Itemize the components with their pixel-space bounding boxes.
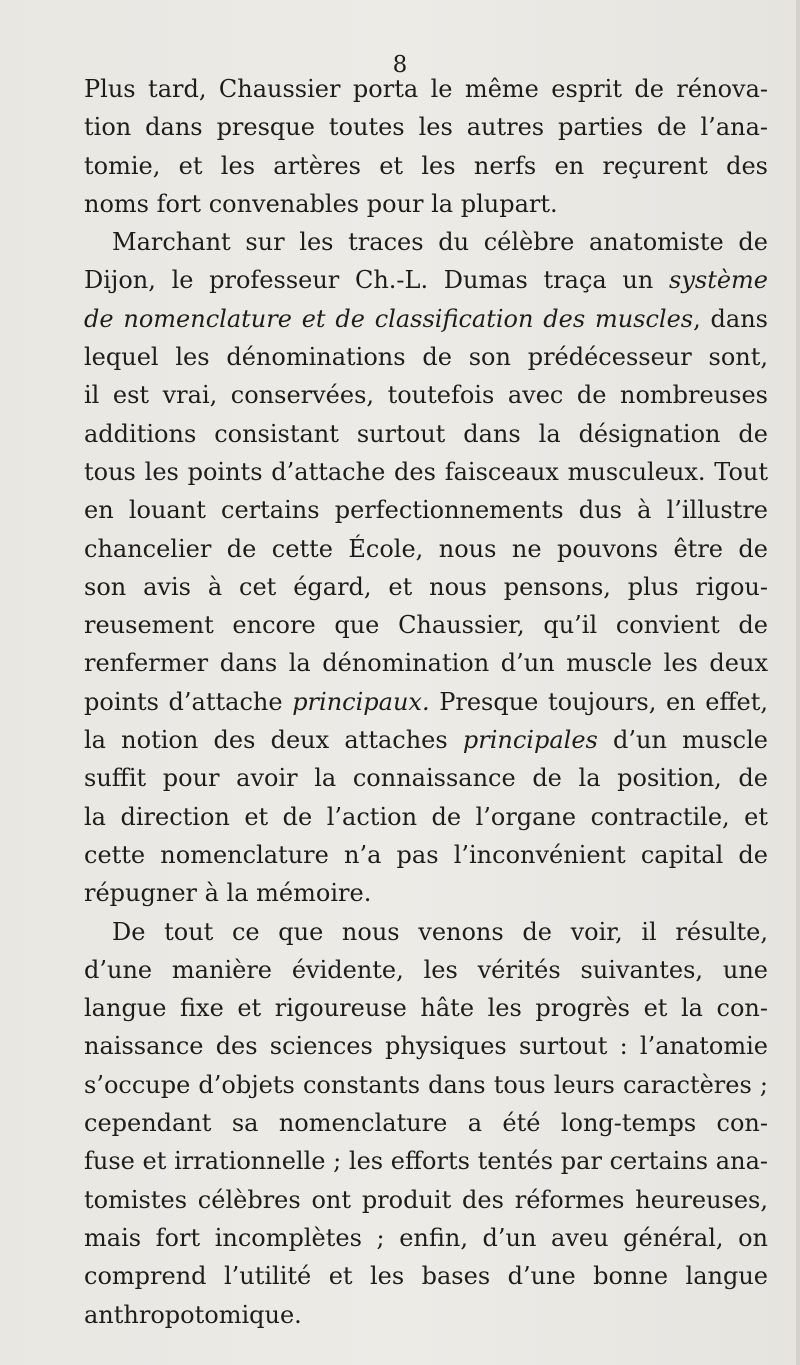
text-line: d’une manière évidente, les vérités suivantes, une [84,955,768,984]
text-line: suffit pour avoir la connaissance de la position, de [84,764,768,793]
text-line: fuse et irrationnelle ; les efforts tentés par certains ana- [84,1147,768,1176]
text-line: tomie, et les artères et les nerfs en reçurent des [84,151,768,180]
text-line: de nomenclature et de classification des muscles, dans [84,304,768,333]
text-line: tion dans presque toutes les autres parties de l’ana- [84,113,768,142]
italic-term: système [669,266,768,295]
text-line: Plus tard, Chaussier porta le même esprit de rénova- [84,75,768,103]
text-line: s’occupe d’objets constants dans tous leurs caractères ; [84,1070,768,1099]
text-line: tomistes célèbres ont produit des réformes heureuses, [84,1185,768,1214]
text-line: répugner à la mémoire. [84,879,372,908]
body-text [84,70,768,1334]
text-line: comprend l’utilité et les bases d’une bonne langue [84,1262,768,1291]
text-line: reusement encore que Chaussier, qu’il convient de [84,611,768,640]
text-line: Marchant sur les traces du célèbre anatomiste de [112,228,768,257]
text-line: son avis à cet égard, et nous pensons, plus rigou- [84,572,768,601]
text-line: additions consistant surtout dans la désignation de [84,419,768,448]
text-line: cette nomenclature n’a pas l’inconvénient capital de [84,840,768,869]
text-line: De tout ce que nous venons de voir, il résulte, [112,917,768,946]
text-line: anthropotomique. [84,1300,302,1329]
italic-term: de nomenclature et de classification des muscles [84,304,694,333]
text-line: noms fort convenables pour la plupart. [84,189,558,218]
page-edge-shadow [796,0,800,1365]
text-line: mais fort incomplètes ; enfin, d’un aveu général, on [84,1223,768,1252]
text-line: il est vrai, conservées, toutefois avec de nombreuses [84,381,768,410]
text-line: en louant certains perfectionnements dus à l’illustre [84,496,768,525]
italic-term: principales [462,726,598,755]
text-line: la notion des deux attaches principales d’un muscle [84,726,769,755]
text-line: tous les points d’attache des faisceaux musculeux. Tout [84,457,768,486]
text-line: langue fixe et rigoureuse hâte les progrès et la con- [84,994,768,1023]
page-number: 8 [392,52,408,78]
text-line: points d’attache principaux. Presque toujours, en effet, [84,687,768,716]
text-line: la direction et de l’action de l’organe contractile, et [84,802,768,831]
text-line: cependant sa nomenclature a été long-temps con- [84,1109,768,1138]
text-line: lequel les dénominations de son prédécesseur sont, [84,343,768,372]
text-line: Dijon, le professeur Ch.-L. Dumas traça un système [84,266,768,295]
italic-term: principaux. [292,687,430,716]
text-line: chancelier de cette École, nous ne pouvons être de [84,534,768,563]
text-line: naissance des sciences physiques surtout : l’anatomie [84,1032,768,1061]
text-line: renfermer dans la dénomination d’un muscle les deux [84,649,768,678]
